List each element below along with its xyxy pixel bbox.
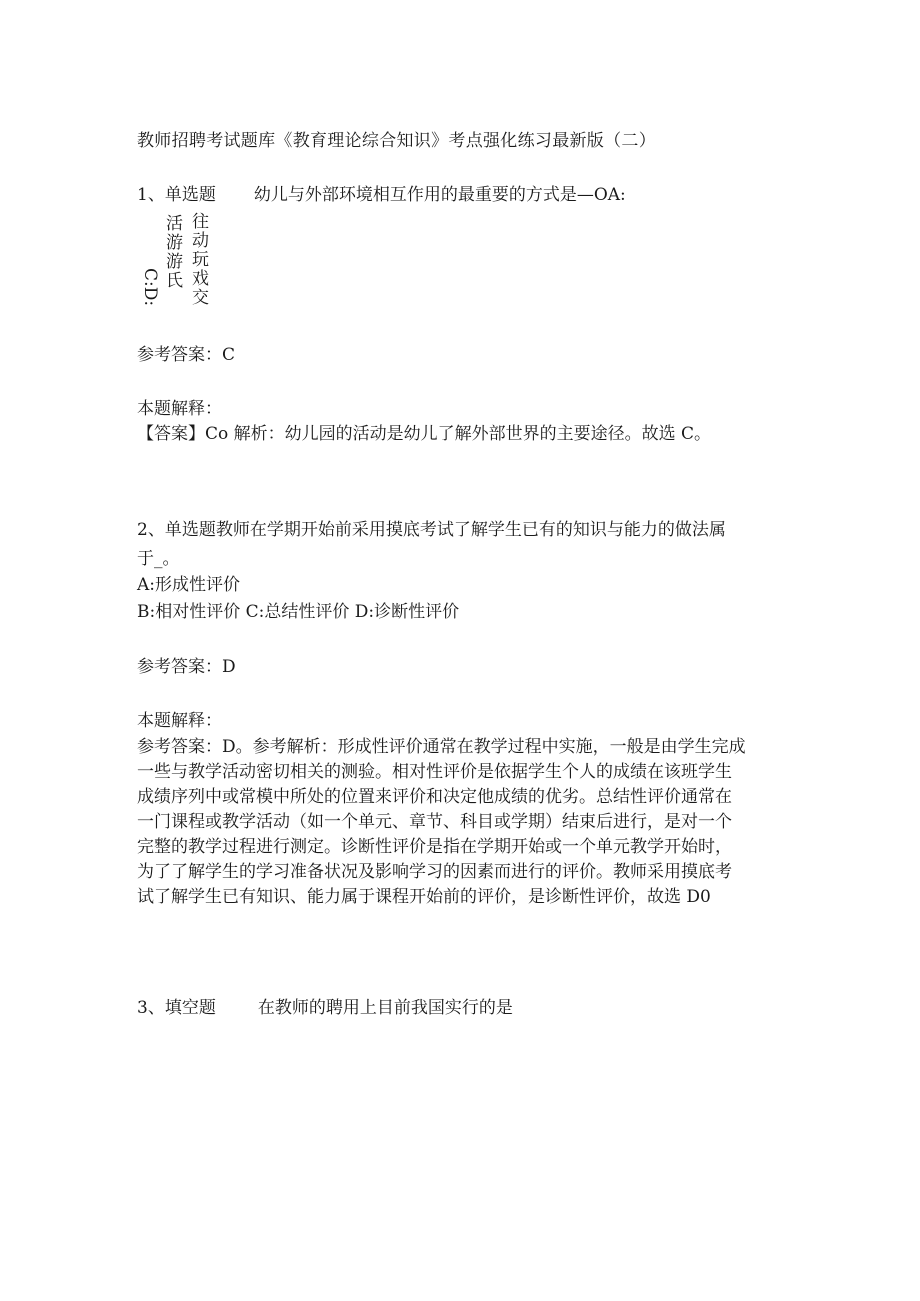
question-2-explain-line: 成绩序列中或常模中所处的位置来评价和决定他成绩的优劣。总结性评价通常在: [137, 787, 732, 807]
question-2-explain-line: 试了解学生已有知识、能力属于课程开始前的评价，是诊断性评价，故选 D0: [137, 887, 711, 907]
question-2-stem-line-2: 于_。: [137, 549, 180, 569]
question-1-heading: [137, 183, 626, 207]
question-1-answer: 参考答案：C: [137, 345, 236, 365]
question-1-explanation: 【答案】Co 解析：幼儿园的活动是幼儿了解外部世界的主要途径。故选 C。: [137, 424, 712, 444]
question-2-options-bcd: B:相对性评价 C:总结性评价 D:诊断性评价: [137, 602, 460, 622]
question-1-explain-heading: 本题解释：: [137, 399, 222, 419]
question-1-options: [138, 212, 218, 316]
question-1-stem: 幼儿与外部环境相互作用的最重要的方式是—OA:: [253, 185, 626, 205]
question-2-explain-line: 一些与教学活动密切相关的测验。相对性评价是依据学生个人的成绩在该班学生: [137, 762, 732, 782]
document-title: 教师招聘考试题库《教育理论综合知识》考点强化练习最新版（二）: [137, 131, 656, 151]
question-2-explain-line: 为了了解学生的学习准备状况及影响学习的因素而进行的评价。教师采用摸底考: [137, 862, 732, 882]
question-2-explain-line: 一门课程或教学活动（如一个单元、章节、科目或学期）结束后进行，是对一个: [137, 812, 732, 832]
question-2-explain-heading: 本题解释：: [137, 711, 222, 731]
question-2-answer: 参考答案：D: [137, 657, 236, 677]
question-1-option-column-b: 往动玩戏交: [188, 212, 208, 307]
question-1-label: 1、单选题: [137, 185, 216, 205]
question-2-option-a: A:形成性评价: [137, 575, 241, 595]
question-2-stem-line-1: 2、单选题教师在学期开始前采用摸底考试了解学生已有的知识与能力的做法属: [137, 520, 726, 540]
question-1-option-column-a: 活游游氏: [162, 214, 182, 290]
question-1-option-letters: C:D:: [140, 268, 160, 307]
question-3-label: 3、填空题: [137, 998, 216, 1018]
question-3-stem: 在教师的聘用上目前我国实行的是: [257, 998, 513, 1018]
question-2-explain-line: 完整的教学过程进行测定。诊断性评价是指在学期开始或一个单元教学开始时，: [137, 837, 732, 857]
question-2-explain-line: 参考答案：D。参考解析：形成性评价通常在教学过程中实施，一般是由学生完成: [137, 737, 746, 757]
question-3-heading: [137, 996, 513, 1020]
